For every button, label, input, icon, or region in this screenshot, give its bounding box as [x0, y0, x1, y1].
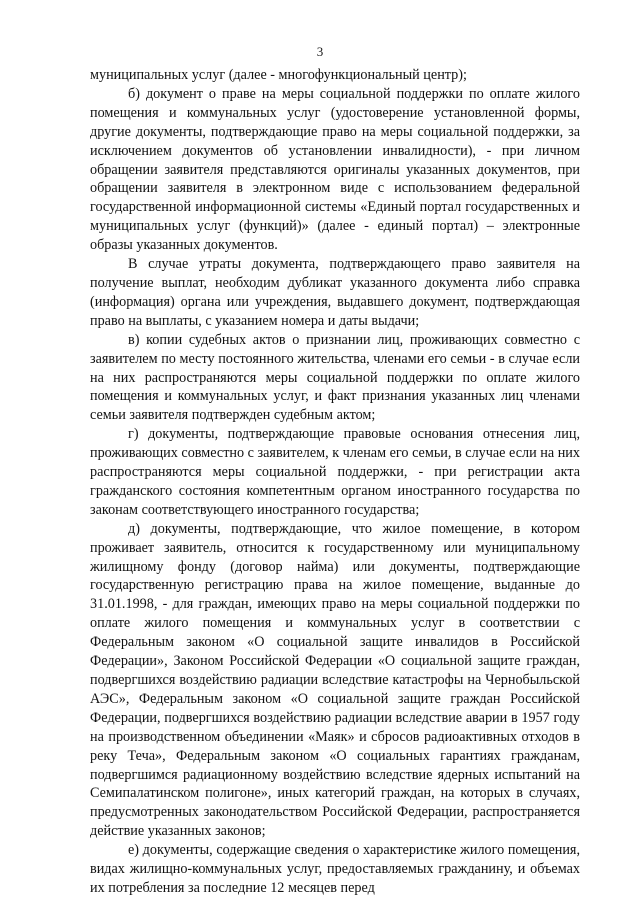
- paragraph-item-e: е) документы, содержащие сведения о характеристике жилого помещения, видах жилищно-коммунальных услуг, предоставляемых гражданину, и объемах их потребления за последние 12 месяцев перед: [90, 842, 580, 896]
- page-number: 3: [316, 44, 324, 59]
- paragraph-item-d: д) документы, подтверждающие, что жилое помещение, в котором проживает заявитель, относится к государственному или муниципальному жилищному фонду (договор найма) или документы, подтверждающие государственную регистрацию права на жилое помещение, выданные до 31.01.1998, - для граждан, имеющих право на меры социальной поддержки по оплате жилого помещения и коммунальных услуг в соответствии с Федеральным законом «О социальной защите инвалидов в Российской Федерации», Законом Российской Федерации «О социальной защите граждан, подвергшихся воздействию радиации вследствие катастрофы на Чернобыльской АЭС», Федеральным законом «О социальной защите граждан Российской Федерации, подвергшихся воздействию радиации вследствие аварии в 1957 году на производственном объединении «Маяк» и сбросов радиоактивных отходов в реку Теча», Федеральным законом «О социальных гарантиях гражданам, подвергшимся радиационному воздействию вследствие ядерных испытаний на Семипалатинском полигоне», иных категорий граждан, на которых в случаях, предусмотренных законодательством Российской Федерации, распространяется действие указанных законов;: [90, 520, 580, 840]
- paragraph-lost-document: В случае утраты документа, подтверждающего право заявителя на получение выплат, необходим дубликат указанного документа либо справка (информация) органа или учреждения, выдавшего документ, подтверждающая право на выплаты, с указанием номера и даты выдачи;: [90, 256, 580, 329]
- paragraph-item-b: б) документ о праве на меры социальной поддержки по оплате жилого помещения и коммунальных услуг (удостоверение установленной формы, другие документы, подтверждающие право на меры социальной поддержки, за исключением документов об установлении инвалидности), - при личном обращении заявителя представляются оригиналы указанных документов, при обращении заявителя в электронном виде с использованием федеральной государственной информационной системы «Единый портал государственных и муниципальных услуг (функций)» (далее - единый портал) – электронные образы указанных документов.: [90, 85, 580, 254]
- paragraph-item-g: г) документы, подтверждающие правовые основания отнесения лиц, проживающих совместно с заявителем, к членам его семьи, в случае если на них распространяются меры социальной поддержки, - при регистрации акта гражданского состояния компетентным органом иностранного государства по законам соответствующего иностранного государства;: [90, 426, 580, 518]
- paragraph-item-v: в) копии судебных актов о признании лиц, проживающих совместно с заявителем по месту постоянного жительства, членами его семьи - в случае если на них распространяются меры социальной поддержки по оплате жилого помещения и коммунальных услуг, и факт признания указанных лиц членами семьи заявителя подтвержден судебным актом;: [90, 331, 580, 424]
- document-body: [90, 66, 580, 898]
- paragraph-continuation: муниципальных услуг (далее - многофункциональный центр);: [90, 67, 467, 83]
